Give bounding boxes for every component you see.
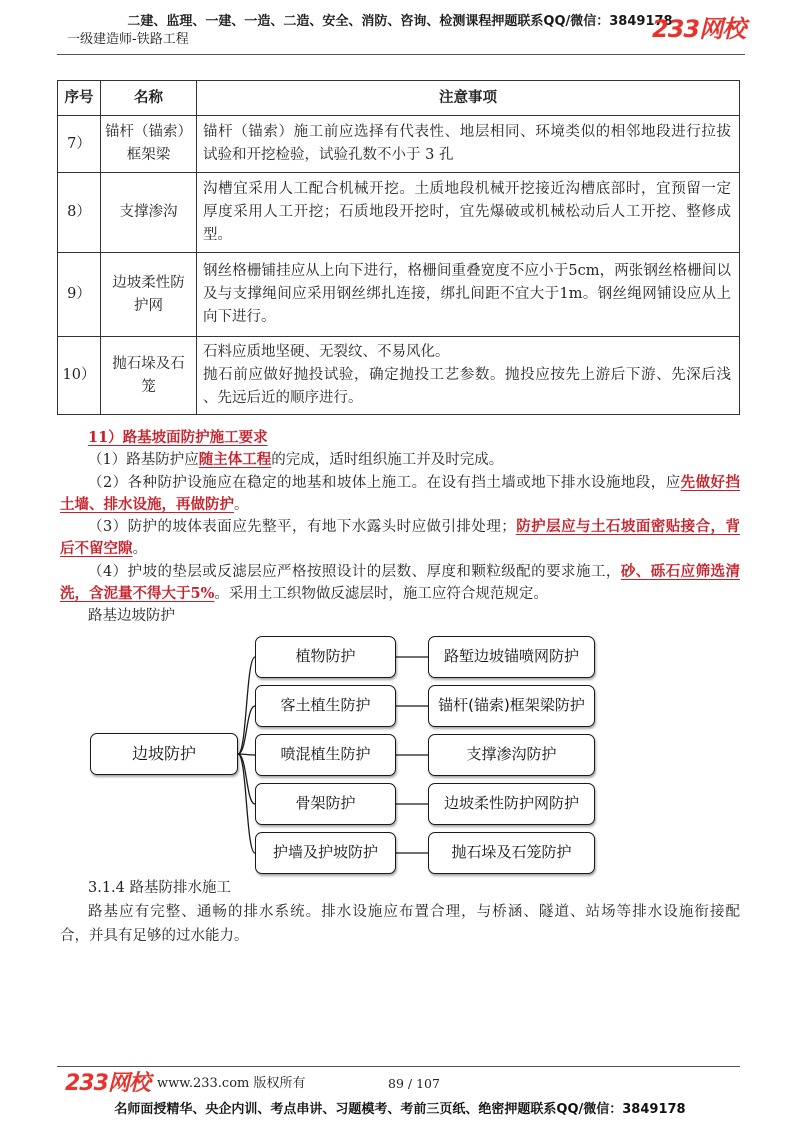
- item-name-cell: [101, 337, 197, 415]
- row-number-cell: 7）: [58, 116, 101, 173]
- note-cell: [197, 173, 740, 253]
- footer-promo-line: 名师面授精华、央企内训、考点串讲、习题模考、考前三页纸、绝密押题联系QQ/微信：3849178: [114, 1102, 686, 1117]
- subsection-heading: 3.1.4 路基防排水施工: [88, 880, 232, 896]
- note-line: 沟槽宜采用人工配合机械开挖。土质地段机械开挖接近沟槽底部时，宜预留一定: [203, 181, 731, 197]
- header-divider: [57, 54, 745, 55]
- paragraph-line: 路基应有完整、通畅的排水系统。排水设施应布置合理，与桥涵、隧道、站场等排水设施衔接配: [88, 904, 740, 920]
- footer-divider: [57, 1066, 740, 1067]
- body-text: 。: [132, 541, 147, 558]
- item-name-line: 抛石垛及石: [112, 355, 185, 372]
- key-point-text: 先做好挡: [680, 473, 741, 491]
- key-point-text: 后不留空隙: [60, 540, 133, 558]
- note-line: 型。: [203, 227, 232, 243]
- key-point-text: 随主体工程: [198, 451, 272, 469]
- paragraph-line: [60, 472, 740, 494]
- drainage-paragraph: [60, 900, 740, 948]
- root-connector-line: [238, 657, 255, 754]
- note-line: 抛石前应做好抛投试验，确定抛投工艺参数。抛投应按先上游后下游、先深后浅: [203, 367, 731, 383]
- paragraph-line: [60, 516, 740, 538]
- item-name-line: 笼: [141, 378, 156, 395]
- body-text: （1）路基防护应: [88, 452, 199, 469]
- row-number-cell: 8）: [58, 173, 101, 253]
- note-line: 向下进行。: [203, 309, 276, 325]
- column-header-name: 名称: [101, 81, 197, 116]
- item-name-cell: [101, 253, 197, 337]
- requirements-section: [60, 427, 740, 628]
- root-connector-line: [238, 754, 255, 853]
- paragraph-line: [60, 561, 740, 583]
- body-text: 的完成，适时组织施工并及时完成。: [271, 452, 504, 469]
- body-text: （2）各种防护设施应在稳定的地基和坡体上施工。在设有挡土墙或地下排水设施地段，应: [88, 474, 681, 491]
- table-row: [58, 253, 740, 337]
- note-paragraph: [203, 260, 731, 329]
- note-line: 锚杆（锚索）施工前应选择有代表性、地层相同、环境类似的相邻地段进行拉拔: [203, 124, 731, 140]
- note-cell: [197, 337, 740, 415]
- note-line: 石料应质地坚硬、无裂纹、不易风化。: [203, 344, 450, 360]
- protection-type-box: 植物防护: [255, 636, 396, 678]
- key-point-text: 土墙、排水设施，再做防护: [60, 495, 234, 513]
- body-text: （3）防护的坡体表面应先整平，有地下水露头时应做引排处理；: [88, 519, 516, 536]
- paragraph-line: [60, 583, 740, 605]
- section-heading: 11）路基坡面防护施工要求: [88, 429, 268, 446]
- note-line: 厚度采用人工开挖；石质地段开挖时，宜先爆破或机械松动后人工开挖、整修成: [203, 204, 731, 220]
- protection-detail-box: 边坡柔性防护网防护: [428, 783, 595, 825]
- item-name-cell: [101, 173, 197, 253]
- note-cell: [197, 116, 740, 173]
- row-number-cell: 9）: [58, 253, 101, 337]
- column-header-number: 序号: [58, 81, 101, 116]
- notes-table: [57, 80, 740, 415]
- column-header-notes: 注意事项: [197, 81, 740, 116]
- note-paragraph: [203, 121, 731, 167]
- promo-header-line: 二建、监理、一建、一造、二造、安全、消防、咨询、检测课程押题联系QQ/微信：3849178: [127, 14, 673, 29]
- paragraph-line: [60, 449, 740, 471]
- item-name-line: 护网: [134, 297, 163, 314]
- key-point-text: 防护层应与土石坡面密贴接合，背: [515, 518, 741, 536]
- item-name-line: 锚杆（锚索）: [105, 124, 192, 140]
- protection-detail-box: 锚杆(锚索)框架梁防护: [428, 685, 595, 727]
- notes-table-body: [58, 116, 740, 415]
- footer-copyright: www.233.com 版权所有: [157, 1076, 306, 1091]
- item-name-cell: [101, 116, 197, 173]
- note-line: 钢丝格栅铺挂应从上向下进行，格栅间重叠宽度不应小于5cm，两张钢丝格栅间以: [203, 263, 731, 279]
- body-text: 。采用土工织物做反滤层时，施工应符合规范规定。: [214, 586, 548, 603]
- protection-type-box: 护墙及护坡防护: [255, 832, 396, 874]
- note-cell: [197, 253, 740, 337]
- body-text: （4）护坡的垫层或反滤层应严格按照设计的层数、厚度和颗粒级配的要求施工，: [88, 563, 621, 580]
- note-paragraph: [203, 178, 731, 247]
- table-row: [58, 116, 740, 173]
- protection-detail-box: 路堑边坡锚喷网防护: [428, 636, 595, 678]
- protection-detail-box: 抛石垛及石笼防护: [428, 832, 595, 874]
- note-paragraph: [203, 341, 731, 364]
- note-line: 及与支撑绳间应采用钢丝绑扎连接，绑扎间距不宜大于1m。钢丝绳网铺设应从上: [203, 286, 731, 302]
- paragraph-line: 合，并具有足够的过水能力。: [60, 928, 249, 944]
- requirement-paragraph: [60, 449, 740, 471]
- requirement-paragraph: [60, 472, 740, 517]
- slope-protection-diagram: [80, 626, 610, 886]
- note-line: 、先远后近的顺序进行。: [203, 390, 363, 406]
- protection-type-box: 喷混植生防护: [255, 734, 396, 776]
- requirements-paragraphs: [60, 449, 740, 605]
- body-text: 。: [234, 496, 249, 513]
- key-point-text: 洗，含泥量不得大于5%: [60, 585, 215, 603]
- item-name-line: 框架梁: [126, 147, 171, 163]
- note-line: 试验和开挖检验，试验孔数不小于 3 孔: [203, 147, 454, 163]
- note-paragraph: [203, 364, 731, 410]
- diagram-caption: 路基边坡防护: [88, 608, 175, 625]
- protection-type-box: 骨架防护: [255, 783, 396, 825]
- drainage-section: [60, 876, 740, 948]
- document-subtitle: 一级建造师-铁路工程: [67, 32, 189, 47]
- footer-logo: 233网校: [65, 1071, 150, 1096]
- item-name-line: 边坡柔性防: [112, 274, 185, 291]
- protection-detail-box: 支撑渗沟防护: [428, 734, 595, 776]
- protection-type-box: 客土植生防护: [255, 685, 396, 727]
- diagram-root-box: 边坡防护: [90, 733, 238, 775]
- paragraph-line: [60, 494, 740, 516]
- table-row: [58, 337, 740, 415]
- item-name-line: 支撑渗沟: [119, 204, 178, 220]
- requirement-paragraph: [60, 561, 740, 606]
- table-row: [58, 173, 740, 253]
- page-number: 89 / 107: [388, 1076, 440, 1091]
- table-header-row: [58, 81, 740, 116]
- key-point-text: 砂、砾石应筛选清: [620, 562, 740, 580]
- brand-logo: 233网校: [652, 15, 746, 43]
- requirement-paragraph: [60, 516, 740, 561]
- paragraph-line: [60, 538, 740, 560]
- row-number-cell: 10）: [58, 337, 101, 415]
